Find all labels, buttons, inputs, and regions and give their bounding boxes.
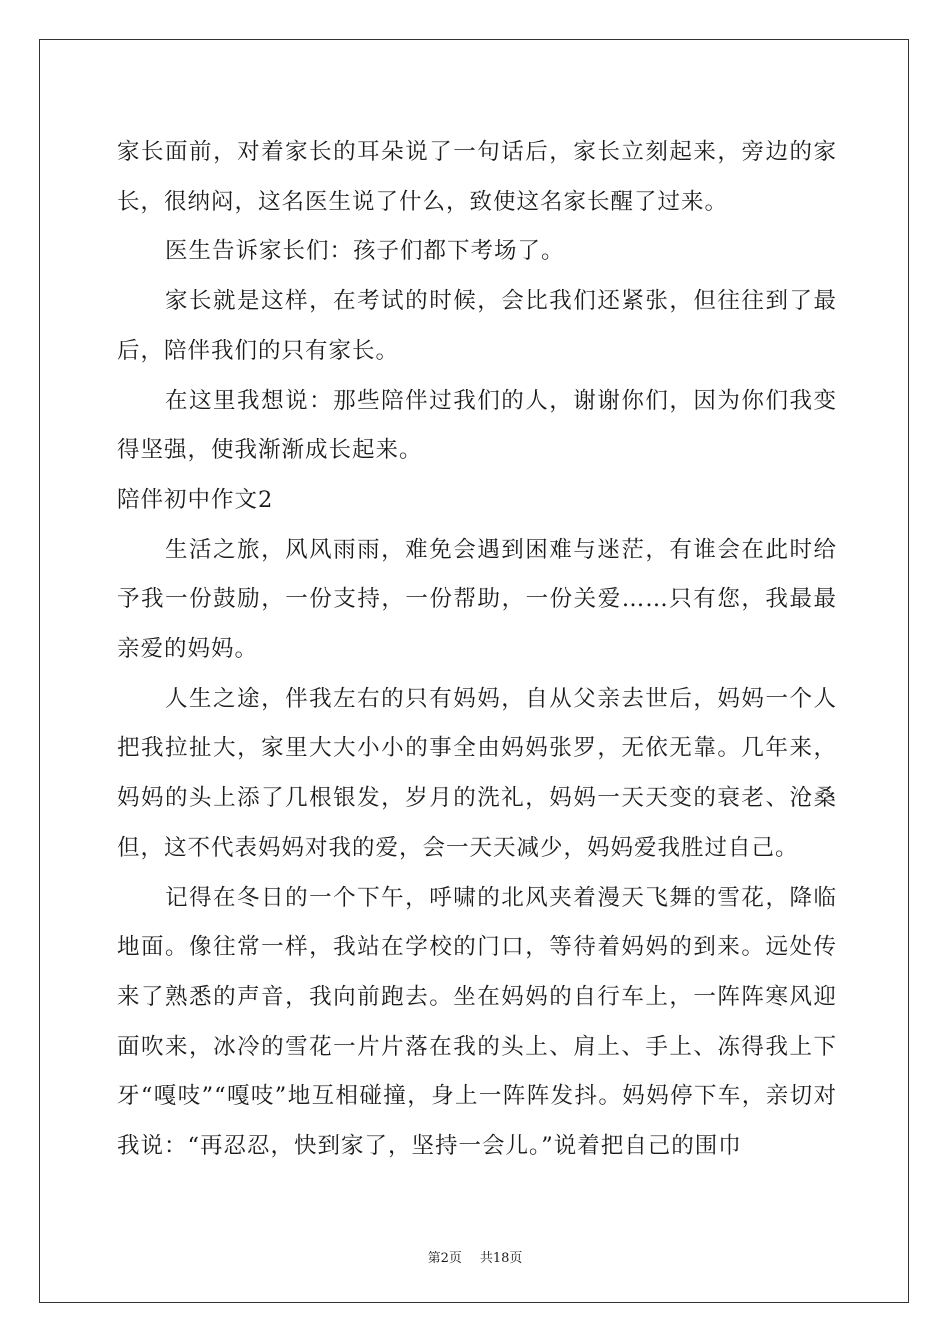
paragraph-2: 医生告诉家长们：孩子们都下考场了。 xyxy=(165,238,565,265)
paragraph-3: 家长就是这样，在考试的时候，会比我们还紧张，但往往到了最后，陪伴我们的只有家长。 xyxy=(117,288,837,364)
paragraph-6: 人生之途，伴我左右的只有妈妈，自从父亲去世后，妈妈一个人把我拉扯大，家里大大小小的事全由妈妈张罗，无依无靠。几年来，妈妈的头上添了几根银发，岁月的洗礼，妈妈一天天变的衰老、沧桑但，这不代表妈妈对我的爱，会一天天减少，妈妈爱我胜过自己。 xyxy=(117,685,837,861)
paragraph-7: 记得在冬日的一个下午，呼啸的北风夹着漫天飞舞的雪花，降临地面。像往常一样，我站在学校的门口，等待着妈妈的到来。远处传来了熟悉的声音，我向前跑去。坐在妈妈的自行车上，一阵阵寒风迎面吹来，冰冷的雪花一片片落在我的头上、肩上、手上、冻得我上下牙“嘎吱”“嘎吱”地互相碰撞，身上一阵阵发抖。妈妈停下车，亲切对我说：“再忍忍，快到家了，坚持一会儿。”说着把自己的围巾 xyxy=(117,884,837,1160)
page-number: 第2页 xyxy=(427,1251,462,1266)
paragraph-4: 在这里我想说：那些陪伴过我们的人，谢谢你们，因为你们我变得坚强，使我渐渐成长起来。 xyxy=(117,387,837,464)
paragraph-5: 生活之旅，风风雨雨，难免会遇到困难与迷茫，有谁会在此时给予我一份鼓励，一份支持，一份帮助，一份关爱……只有您，我最最亲爱的妈妈。 xyxy=(117,536,837,663)
page-total: 共18页 xyxy=(479,1251,523,1266)
document-body xyxy=(117,128,837,1172)
page-footer xyxy=(0,1247,950,1266)
paragraph-1: 家长面前，对着家长的耳朵说了一句话后，家长立刻起来，旁边的家长，很纳闷，这名医生说了什么，致使这名家长醒了过来。 xyxy=(117,139,837,215)
section-heading: 陪伴初中作文2 xyxy=(117,486,274,513)
